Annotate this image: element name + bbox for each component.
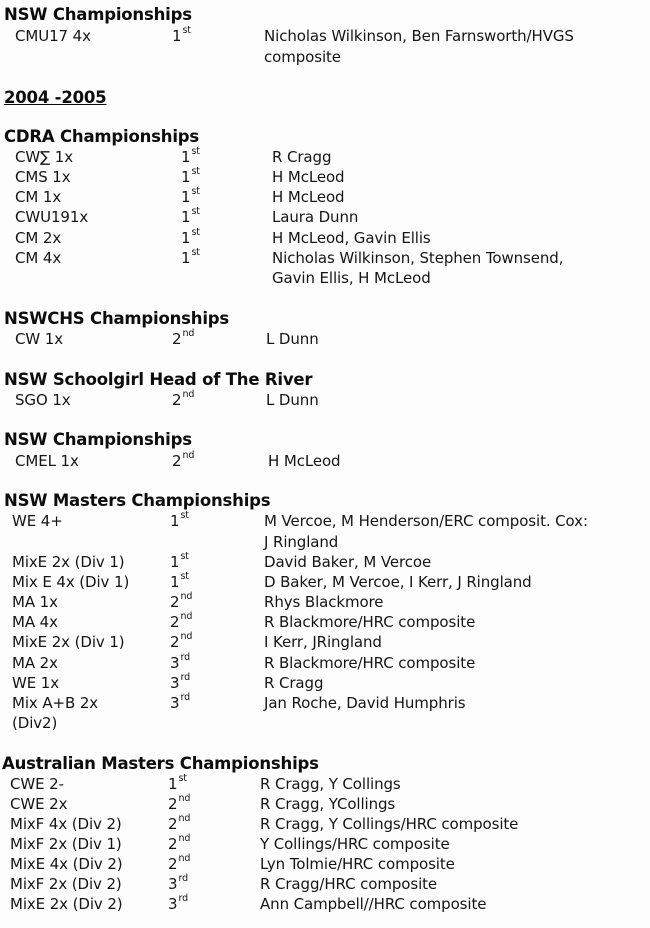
place: 1st [172, 25, 191, 45]
event-label: MA 2x [12, 654, 58, 672]
event-label: MixF 4x (Div 2) [10, 815, 122, 833]
section-heading: CDRA Championships [4, 127, 200, 146]
event-label: CMEL 1x [15, 452, 79, 470]
crew: R Cragg [264, 674, 324, 692]
place: 3rd [170, 652, 191, 672]
crew: R Blackmore/HRC composite [264, 613, 476, 631]
section-heading: NSW Schoolgirl Head of The River [4, 370, 313, 389]
place: 2nd [170, 631, 193, 651]
place: 2nd [168, 793, 191, 813]
place: 2nd [170, 591, 193, 611]
event-label: MixE 2x (Div 2) [10, 895, 123, 913]
crew: H McLeod, Gavin Ellis [272, 229, 431, 247]
event-label: CMS 1x [15, 168, 71, 186]
crew: R Cragg, Y Collings [260, 775, 401, 793]
crew: J Ringland [264, 533, 339, 551]
place: 2nd [168, 853, 191, 873]
place: 3rd [170, 672, 191, 692]
event-label: MA 1x [12, 593, 58, 611]
crew: H McLeod [272, 188, 345, 206]
crew: Ann Campbell//HRC composite [260, 895, 487, 913]
event-label: CW∑ 1x [15, 148, 74, 166]
event-label: CM 4x [15, 249, 62, 267]
crew: M Vercoe, M Henderson/ERC composit. Cox: [264, 512, 588, 530]
crew: Laura Dunn [272, 208, 359, 226]
crew: L Dunn [266, 391, 319, 409]
place: 2nd [170, 611, 193, 631]
event-label: CWE 2x [10, 795, 68, 813]
crew: composite [264, 48, 341, 66]
section-heading: NSWCHS Championships [4, 309, 230, 328]
crew: Y Collings/HRC composite [260, 835, 450, 853]
place: 1st [170, 510, 189, 530]
crew: David Baker, M Vercoe [264, 553, 432, 571]
place: 3rd [168, 873, 189, 893]
place: 1st [181, 146, 200, 166]
place: 3rd [168, 893, 189, 913]
event-label: CWU191x [15, 208, 89, 226]
event-label: MixE 4x (Div 2) [10, 855, 123, 873]
event-label: CW 1x [15, 330, 63, 348]
crew: Rhys Blackmore [264, 593, 384, 611]
event-label: CWE 2- [10, 775, 64, 793]
event-label: WE 4+ [12, 512, 63, 530]
place: 2nd [172, 328, 195, 348]
event-label: MixF 2x (Div 1) [10, 835, 122, 853]
event-label: SGO 1x [15, 391, 71, 409]
place: 1st [181, 227, 200, 247]
place: 1st [170, 551, 189, 571]
place: 1st [181, 166, 200, 186]
crew: Lyn Tolmie/HRC composite [260, 855, 455, 873]
event-label: MixE 2x (Div 1) [12, 633, 125, 651]
event-label: (Div2) [12, 714, 58, 732]
place: 1st [181, 247, 200, 267]
place: 2nd [172, 450, 195, 470]
crew: L Dunn [266, 330, 319, 348]
event-label: CM 1x [15, 188, 62, 206]
crew: R Cragg [272, 148, 332, 166]
crew: H McLeod [268, 452, 341, 470]
place: 1st [170, 571, 189, 591]
crew: Gavin Ellis, H McLeod [272, 269, 431, 287]
crew: H McLeod [272, 168, 345, 186]
section-heading: NSW Championships [4, 430, 192, 449]
section-heading: NSW Championships [4, 5, 192, 24]
place: 2nd [172, 389, 195, 409]
crew: I Kerr, JRingland [264, 633, 382, 651]
crew: D Baker, M Vercoe, I Kerr, J Ringland [264, 573, 532, 591]
place: 2nd [168, 833, 191, 853]
crew: R Cragg/HRC composite [260, 875, 438, 893]
crew: R Cragg, YCollings [260, 795, 396, 813]
event-label: MA 4x [12, 613, 58, 631]
event-label: Mix A+B 2x [12, 694, 99, 712]
section-heading: Australian Masters Championships [2, 754, 319, 773]
crew: R Blackmore/HRC composite [264, 654, 476, 672]
place: 1st [181, 206, 200, 226]
place: 1st [181, 186, 200, 206]
crew: Nicholas Wilkinson, Stephen Townsend, [272, 249, 564, 267]
year-heading: 2004 -2005 [4, 88, 107, 107]
event-label: MixF 2x (Div 2) [10, 875, 122, 893]
crew: Nicholas Wilkinson, Ben Farnsworth/HVGS [264, 27, 574, 45]
crew: R Cragg, Y Collings/HRC composite [260, 815, 519, 833]
event-label: Mix E 4x (Div 1) [12, 573, 130, 591]
section-heading: NSW Masters Championships [4, 491, 271, 510]
event-label: WE 1x [12, 674, 59, 692]
event-label: CM 2x [15, 229, 62, 247]
place: 3rd [170, 692, 191, 712]
event-label: MixE 2x (Div 1) [12, 553, 125, 571]
place: 2nd [168, 813, 191, 833]
crew: Jan Roche, David Humphris [264, 694, 466, 712]
event-label: CMU17 4x [15, 27, 91, 45]
place: 1st [168, 773, 187, 793]
